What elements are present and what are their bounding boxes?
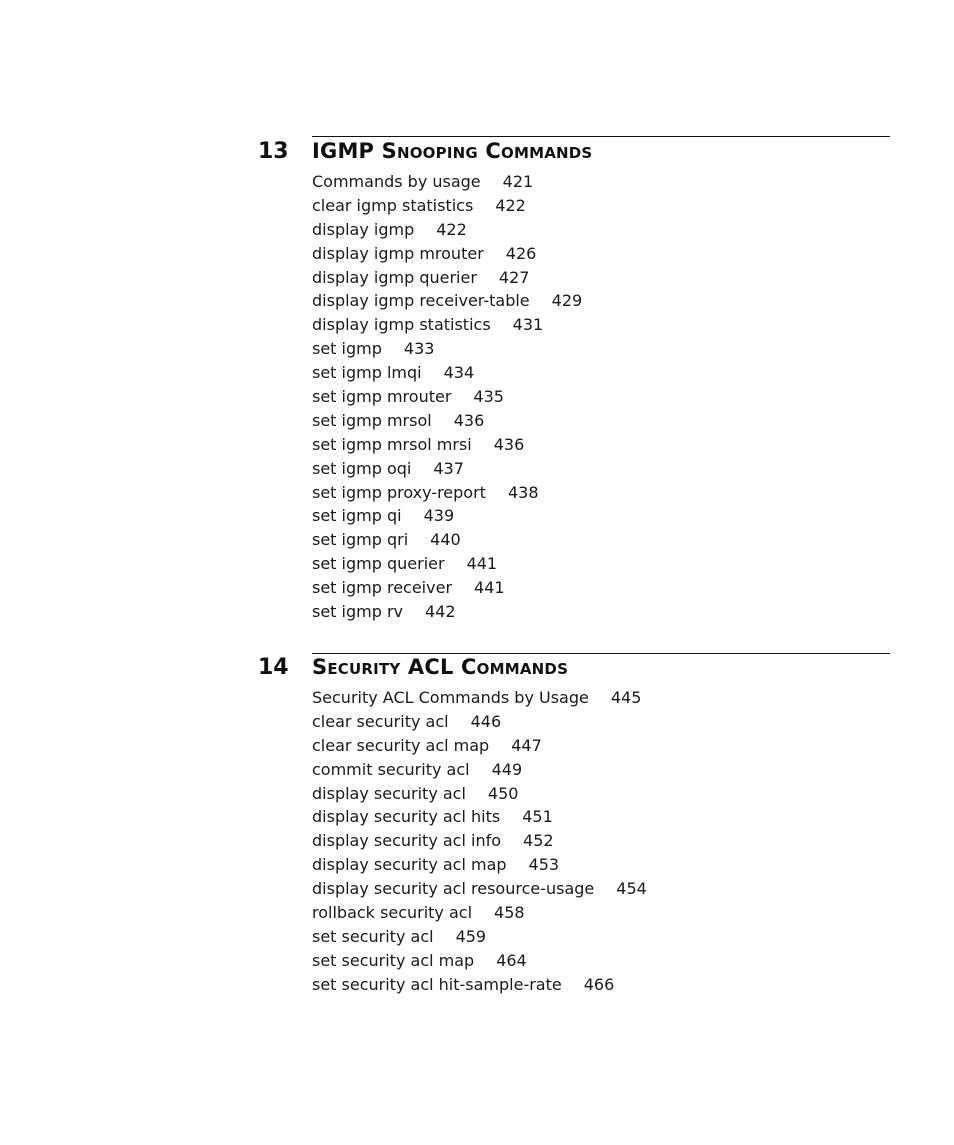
toc-entry-label: set igmp mrsol xyxy=(312,410,432,430)
toc-entry[interactable] xyxy=(312,853,647,877)
toc-entry[interactable] xyxy=(312,600,582,624)
toc-entry[interactable] xyxy=(312,949,647,973)
toc-entry[interactable] xyxy=(312,504,582,528)
toc-entry-label: display security acl map xyxy=(312,855,507,875)
toc-entry[interactable] xyxy=(312,686,647,710)
toc-entry-page: 447 xyxy=(511,735,542,755)
toc-entry-label: set igmp xyxy=(312,339,382,359)
toc-entry-label: display security acl hits xyxy=(312,807,501,827)
chapter-number: 13 xyxy=(258,139,289,164)
toc-entry[interactable] xyxy=(312,289,582,313)
toc-entry-label: set igmp qri xyxy=(312,530,409,550)
toc-entry-page: 442 xyxy=(425,602,456,622)
toc-entry-page: 451 xyxy=(522,807,553,827)
toc-entry-page: 454 xyxy=(616,879,647,899)
toc-entry-label: set igmp receiver xyxy=(312,578,453,598)
toc-entry-label: display igmp statistics xyxy=(312,315,491,335)
toc-entry[interactable] xyxy=(312,829,647,853)
toc-entry[interactable] xyxy=(312,528,582,552)
toc-entry-label: set security acl xyxy=(312,926,434,946)
toc-entry[interactable] xyxy=(312,194,582,218)
toc-entry-page: 427 xyxy=(498,267,530,287)
toc-entry[interactable] xyxy=(312,170,582,194)
toc-entry-label: display igmp receiver-table xyxy=(312,291,530,311)
toc-entry-page: 441 xyxy=(474,578,505,598)
toc-entry[interactable] xyxy=(312,409,582,433)
toc-entry-label: display security acl resource-usage xyxy=(312,879,595,899)
toc-entry[interactable] xyxy=(312,337,582,361)
toc-entry[interactable] xyxy=(312,973,647,997)
toc-entry-page: 437 xyxy=(433,458,464,478)
toc-entry[interactable] xyxy=(312,433,582,457)
toc-entry-page: 452 xyxy=(523,831,554,851)
toc-entry-page: 429 xyxy=(551,291,583,311)
toc-entry-page: 441 xyxy=(466,554,498,574)
toc-entry[interactable] xyxy=(312,266,582,290)
toc-entry-page: 450 xyxy=(487,783,519,803)
toc-entry-label: rollback security acl xyxy=(312,903,473,923)
toc-entry-list xyxy=(312,686,647,997)
toc-entry[interactable] xyxy=(312,242,582,266)
toc-entry-label: set security acl map xyxy=(312,950,475,970)
toc-entry-page: 453 xyxy=(528,855,560,875)
toc-entry-label: set security acl hit-sample-rate xyxy=(312,974,562,994)
toc-entry[interactable] xyxy=(312,805,647,829)
toc-entry-page: 445 xyxy=(610,688,642,707)
chapter-title: Security ACL Commands xyxy=(312,655,569,679)
chapter-title: IGMP Snooping Commands xyxy=(312,139,593,163)
toc-entry[interactable] xyxy=(312,758,647,782)
toc-entry-label: Security ACL Commands by Usage xyxy=(312,688,589,707)
toc-entry-page: 440 xyxy=(430,530,461,550)
toc-entry-page: 459 xyxy=(455,926,487,946)
toc-entry-label: clear security acl map xyxy=(312,735,490,755)
toc-entry[interactable] xyxy=(312,576,582,600)
toc-entry-page: 433 xyxy=(403,339,435,359)
toc-entry-label: display igmp xyxy=(312,219,415,239)
toc-entry[interactable] xyxy=(312,361,582,385)
toc-entry[interactable] xyxy=(312,552,582,576)
toc-entry-label: set igmp mrouter xyxy=(312,387,452,407)
toc-entry-page: 436 xyxy=(493,434,525,454)
toc-entry-page: 438 xyxy=(507,482,539,502)
toc-entry-page: 464 xyxy=(496,950,527,970)
toc-entry[interactable] xyxy=(312,218,582,242)
toc-entry-label: set igmp oqi xyxy=(312,458,412,478)
toc-entry-label: Commands by usage xyxy=(312,172,481,191)
toc-entry-label: set igmp querier xyxy=(312,554,445,574)
toc-entry[interactable] xyxy=(312,925,647,949)
toc-entry-page: 434 xyxy=(443,363,475,383)
toc-entry-page: 458 xyxy=(494,903,525,923)
toc-entry-page: 435 xyxy=(473,387,504,407)
toc-entry-label: commit security acl xyxy=(312,759,470,779)
toc-entry-page: 421 xyxy=(502,172,534,191)
toc-entry-page: 449 xyxy=(491,759,523,779)
toc-entry[interactable] xyxy=(312,901,647,925)
toc-entry-page: 422 xyxy=(495,195,526,215)
toc-entry-page: 422 xyxy=(436,219,467,239)
toc-entry-label: clear security acl xyxy=(312,711,449,731)
chapter-number: 14 xyxy=(258,655,289,680)
toc-entry-label: set igmp mrsol mrsi xyxy=(312,434,472,454)
toc-entry[interactable] xyxy=(312,734,647,758)
toc-entry[interactable] xyxy=(312,385,582,409)
toc-entry-label: display igmp querier xyxy=(312,267,477,287)
toc-entry-label: set igmp proxy-report xyxy=(312,482,486,502)
toc-entry[interactable] xyxy=(312,877,647,901)
toc-entry-label: set igmp lmqi xyxy=(312,363,422,383)
toc-entry-page: 446 xyxy=(470,711,502,731)
toc-entry-page: 439 xyxy=(423,506,455,526)
toc-entry-label: display security acl xyxy=(312,783,466,803)
toc-entry-page: 436 xyxy=(453,410,485,430)
toc-entry-label: display igmp mrouter xyxy=(312,243,484,263)
toc-entry-label: display security acl info xyxy=(312,831,502,851)
toc-entry-list xyxy=(312,170,582,624)
toc-entry-page: 431 xyxy=(512,315,544,335)
toc-entry-page: 426 xyxy=(505,243,537,263)
chapter-rule xyxy=(312,653,890,654)
chapter-rule xyxy=(312,136,890,137)
toc-entry-label: set igmp rv xyxy=(312,602,404,622)
toc-entry-label: set igmp qi xyxy=(312,506,402,526)
toc-entry[interactable] xyxy=(312,313,582,337)
toc-entry[interactable] xyxy=(312,457,582,481)
toc-entry[interactable] xyxy=(312,782,647,806)
toc-entry[interactable] xyxy=(312,710,647,734)
toc-entry-label: clear igmp statistics xyxy=(312,195,474,215)
toc-entry-page: 466 xyxy=(583,974,615,994)
toc-entry[interactable] xyxy=(312,481,582,505)
